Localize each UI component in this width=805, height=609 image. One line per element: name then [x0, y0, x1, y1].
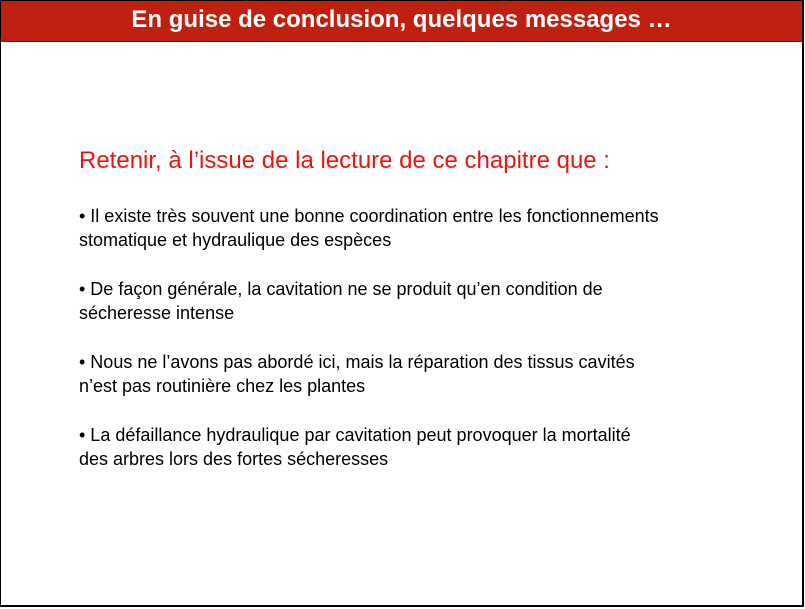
bullet-item: • Nous ne l’avons pas abordé ici, mais la réparation des tissus cavités n’est pas routinière chez les plantes — [79, 352, 635, 396]
title-bar — [1, 1, 802, 42]
bullet-item: • Il existe très souvent une bonne coordination entre les fonctionnements stomatique et hydraulique des espèces — [79, 206, 659, 250]
bullet-item: • La défaillance hydraulique par cavitation peut provoquer la mortalité des arbres lors des fortes sécheresses — [79, 425, 631, 469]
bullet-list — [79, 204, 759, 496]
slide-title: En guise de conclusion, quelques messages … — [131, 6, 672, 33]
bullet-item: • De façon générale, la cavitation ne se produit qu’en condition de sécheresse intense — [79, 279, 603, 323]
slide-subtitle: Retenir, à l’issue de la lecture de ce chapitre que : — [79, 147, 610, 174]
